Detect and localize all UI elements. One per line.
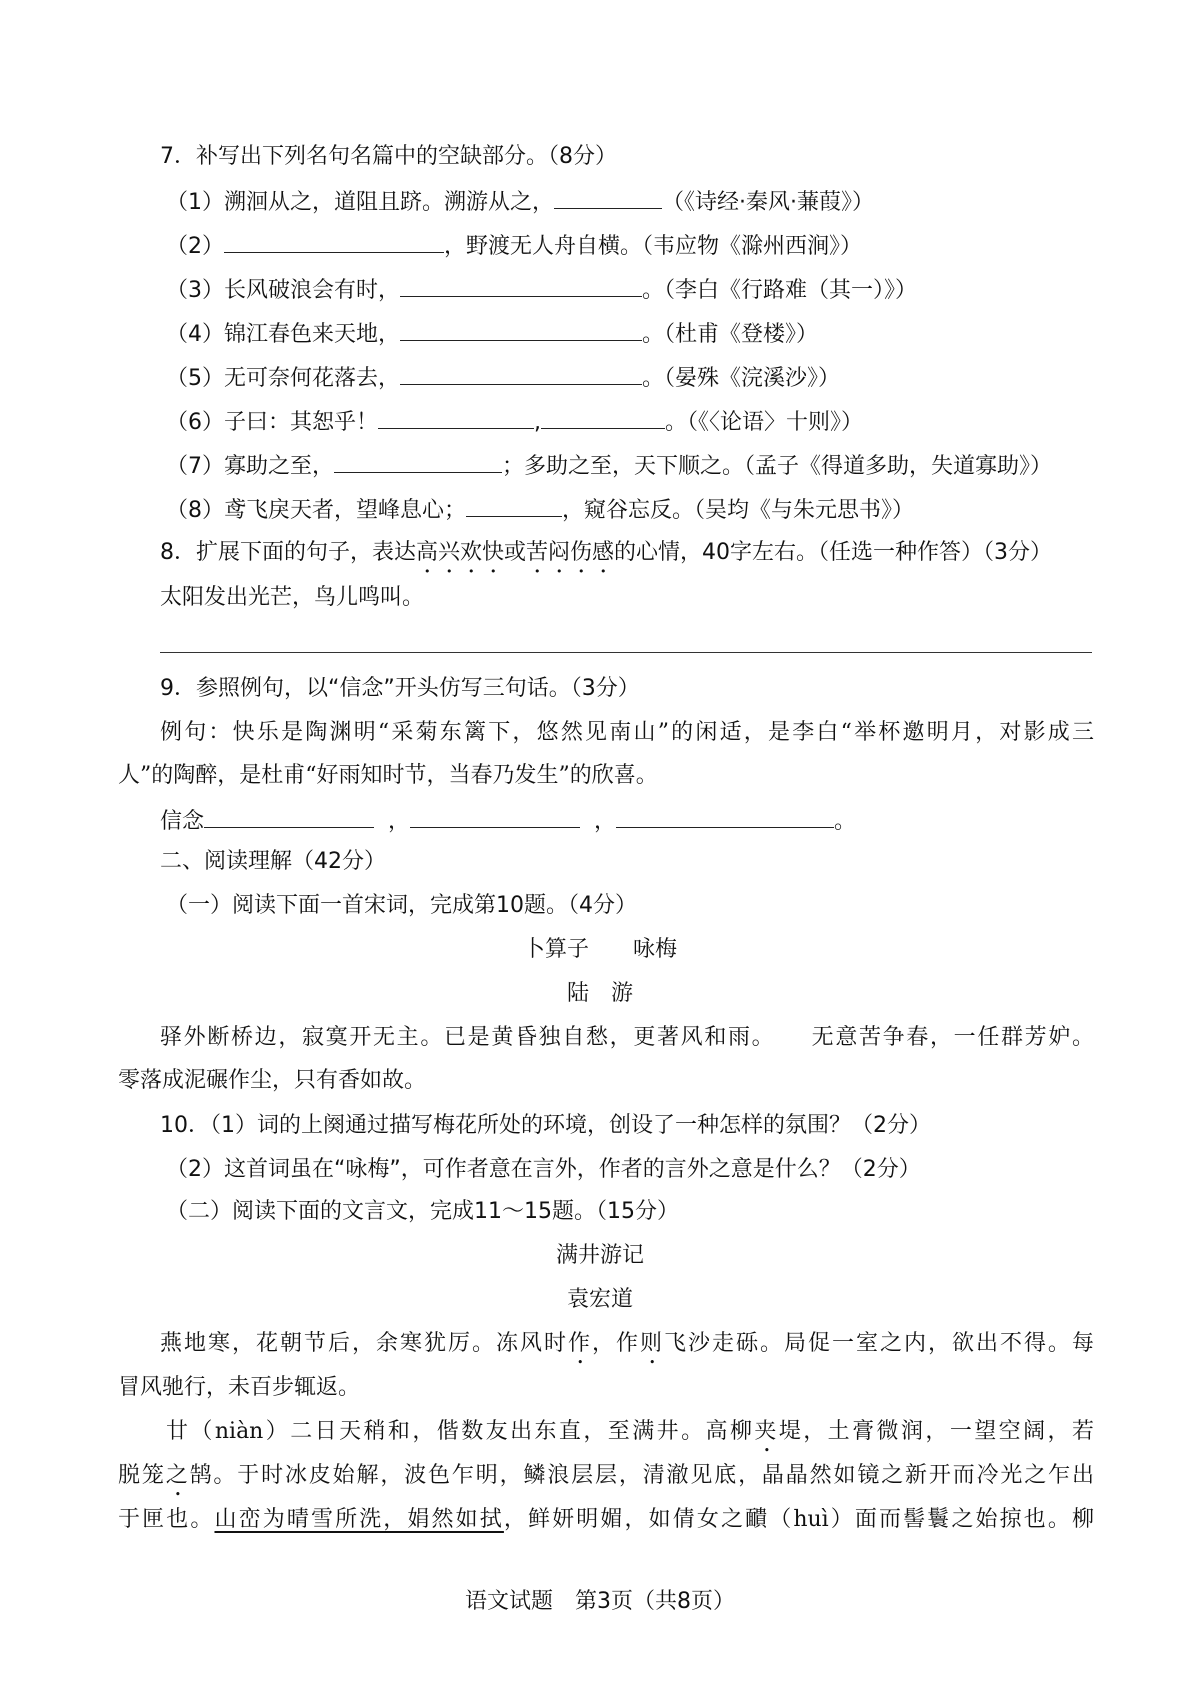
part2-title: （二）阅读下面的文言文，完成11～15题。（15分） — [166, 1199, 679, 1224]
q7-item-7 — [166, 450, 1052, 482]
q8-title — [160, 538, 1052, 578]
q7-item-2 — [166, 230, 862, 262]
item-text: （6）子曰：其恕乎！ — [166, 410, 378, 435]
item-source: 。（李白《行路难（其一）》） — [642, 278, 918, 303]
essay-text: 鹄。于时冰皮始解，波色乍明，鳞浪层层，清澈见底，晶晶然如镜之新开而冷光之乍出 — [189, 1463, 1094, 1488]
emphasis-text: 则 — [639, 1331, 664, 1356]
answer-blank — [400, 318, 642, 341]
essay-text: ，作 — [591, 1331, 640, 1356]
essay-para1-line2: 冒风驰行，未百步辄返。 — [118, 1375, 361, 1400]
q7-title: 7．补写出下列名句名篇中的空缺部分。（8分） — [160, 144, 617, 169]
emphasis-text: 作 — [567, 1331, 592, 1356]
item-text: （1）溯洄从之，道阻且跻。溯游从之， — [166, 190, 554, 215]
answer-line — [160, 652, 1092, 653]
poem-line-2: 零落成泥碾作尘，只有香如故。 — [118, 1068, 427, 1093]
essay-text: 燕地寒，花朝节后，余寒犹厉。冻风时 — [160, 1331, 568, 1356]
answer-blank — [466, 494, 562, 517]
item-text: （2） — [166, 234, 224, 259]
q7-item-6 — [166, 406, 863, 438]
item-text: （4）锦江春色来天地， — [166, 322, 400, 347]
q10-2: （2）这首词虽在“咏梅”，可作者意在言外，作者的言外之意是什么？（2分） — [166, 1157, 921, 1182]
example-label: 例句： — [160, 720, 233, 745]
emphasis-text: 夹 — [754, 1419, 779, 1444]
section-title: 二、阅读理解（42分） — [160, 849, 386, 874]
essay-para2-line1 — [166, 1417, 1094, 1457]
essay-title: 满井游记 — [555, 1243, 644, 1268]
emphasis-text: 苦闷伤感 — [526, 540, 615, 565]
emphasis-text: 高兴欢快 — [416, 540, 505, 565]
essay-para2-line3 — [118, 1505, 1094, 1535]
answer-blank — [616, 805, 834, 828]
essay-text: 廿（niàn）二日天稍和，偕数友出东直，至满井。高柳 — [166, 1419, 755, 1444]
comma: ， — [594, 809, 617, 834]
item-source: （《诗经·秦风·蒹葭》） — [662, 190, 874, 215]
answer-blank — [400, 274, 642, 297]
essay-text: 堤，土膏微润，一望空阔，若 — [778, 1419, 1094, 1444]
q9-example-cont: 人”的陶醉，是杜甫“好雨知时节，当春乃发生”的欣喜。 — [118, 763, 658, 788]
period: 。 — [834, 809, 857, 834]
answer-start: 信念 — [160, 809, 205, 834]
q7-item-5 — [166, 362, 840, 394]
poem-author: 陆 游 — [566, 981, 633, 1006]
answer-blank — [378, 406, 534, 429]
q8-text: 或 — [504, 540, 527, 565]
q7-item-4 — [166, 318, 818, 350]
part1-title: （一）阅读下面一首宋词，完成第10题。（4分） — [166, 893, 637, 918]
essay-text: ，鲜妍明媚，如倩女之靧（huì）面而髻鬟之始掠也。柳 — [503, 1507, 1094, 1532]
q8-text: 8．扩展下面的句子，表达 — [160, 540, 416, 565]
example-text: 快乐是陶渊明“采菊东篱下，悠然见南山”的闲适，是李白“举杯邀明月，对影成三 — [232, 720, 1094, 745]
item-text: （7）寡助之至， — [166, 454, 334, 479]
q7-item-1 — [166, 186, 874, 218]
answer-blank — [224, 230, 444, 253]
q7-item-8 — [166, 494, 914, 526]
essay-text: 飞沙走砾。局促一室之内，欲出不得。每 — [663, 1331, 1094, 1356]
answer-blank — [541, 406, 665, 429]
item-source: 。（杜甫《登楼》） — [642, 322, 819, 347]
item-source: ，野渡无人舟自横。（韦应物《滁州西涧》） — [444, 234, 863, 259]
q8-sentence: 太阳发出光芒，鸟儿鸣叫。 — [160, 585, 425, 610]
page-footer: 语文试题 第3页（共8页） — [465, 1589, 735, 1614]
essay-para2-line2 — [118, 1461, 1094, 1501]
poem-line-1: 驿外断桥边，寂寞开无主。已是黄昏独自愁，更著风和雨。 无意苦争春，一任群芳妒。 — [160, 1025, 1094, 1050]
q9-answer — [160, 805, 856, 837]
comma: ， — [388, 809, 411, 834]
answer-blank — [204, 805, 374, 828]
essay-text: 于匣也。 — [118, 1507, 215, 1532]
underlined-sentence: 山峦为晴雪所洗，娟然如拭 — [214, 1507, 504, 1532]
emphasis-text: 之 — [165, 1463, 190, 1488]
q9-example — [160, 718, 1094, 748]
item-text: （8）鸢飞戾天者，望峰息心； — [166, 498, 466, 523]
essay-para1-line1 — [160, 1329, 1094, 1369]
answer-blank — [400, 362, 642, 385]
poem-title: 卜算子 咏梅 — [522, 937, 677, 962]
q7-item-3 — [166, 274, 917, 306]
comma: , — [534, 410, 541, 435]
item-source: ，窥谷忘反。（吴均《与朱元思书》） — [562, 498, 915, 523]
answer-blank — [554, 186, 662, 209]
item-source: 。（晏殊《浣溪沙》） — [642, 366, 841, 391]
q10-1: 10．（1）词的上阕通过描写梅花所处的环境，创设了一种怎样的氛围？（2分） — [160, 1113, 931, 1138]
item-text: （5）无可奈何花落去， — [166, 366, 400, 391]
q9-title: 9．参照例句，以“信念”开头仿写三句话。（3分） — [160, 676, 640, 701]
item-source: 。（《〈论语〉十则》） — [665, 410, 864, 435]
q8-text: 的心情，40字左右。（任选一种作答）（3分） — [614, 540, 1053, 565]
item-text: （3）长风破浪会有时， — [166, 278, 400, 303]
answer-blank — [334, 450, 502, 473]
essay-author: 袁宏道 — [566, 1287, 633, 1312]
item-source: ；多助之至，天下顺之。（孟子《得道多助，失道寡助》） — [502, 454, 1053, 479]
answer-blank — [410, 805, 580, 828]
essay-text: 脱笼 — [118, 1463, 166, 1488]
